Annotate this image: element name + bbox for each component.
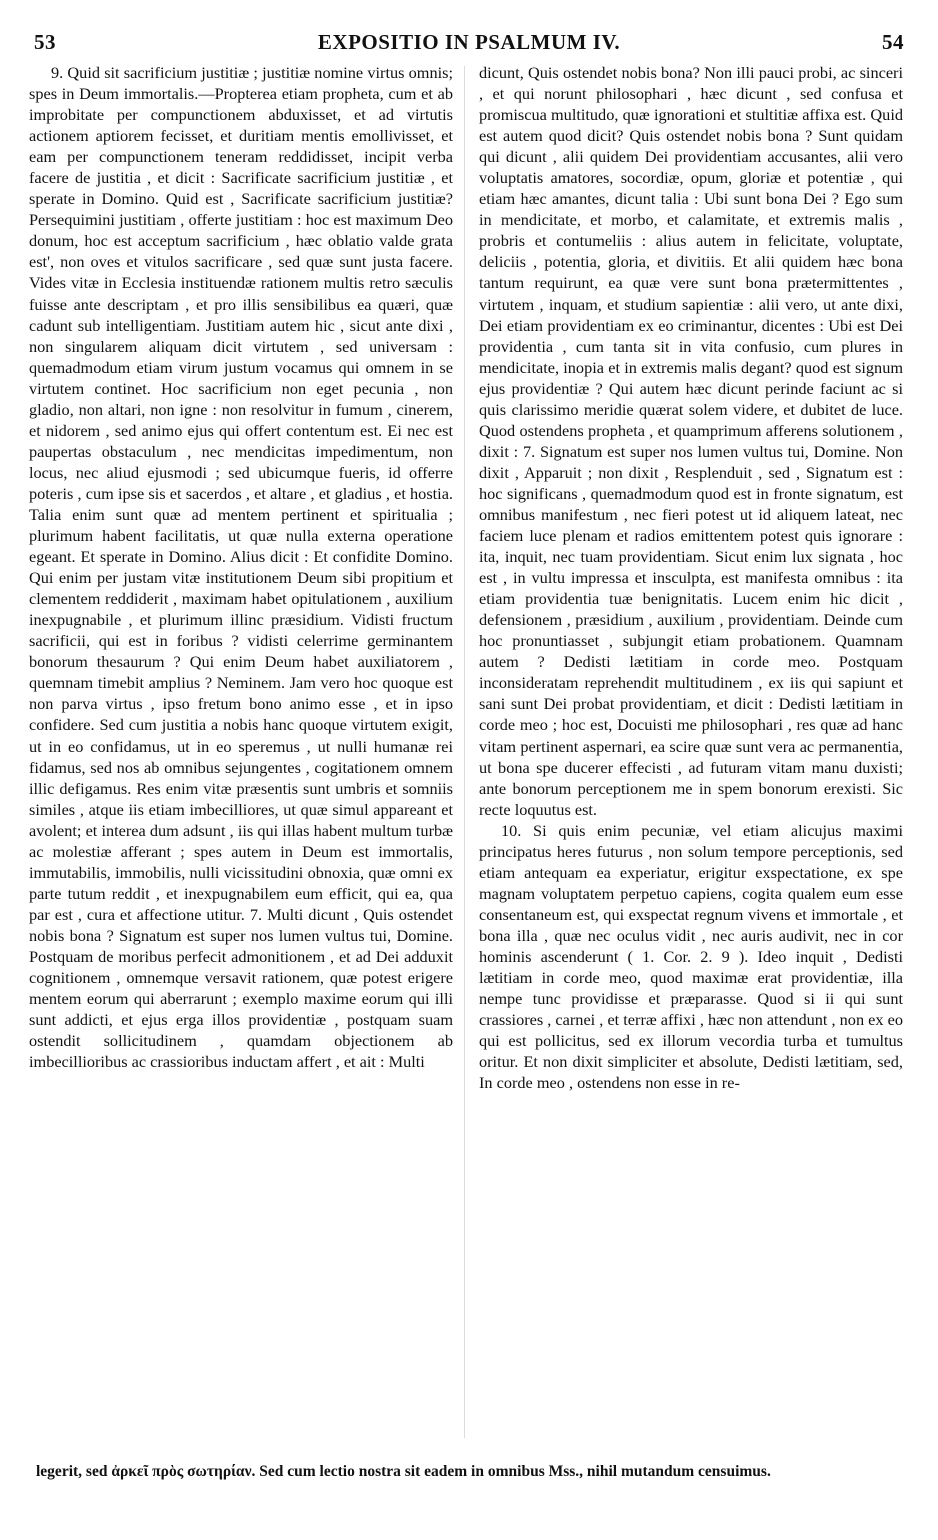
column-divider — [464, 66, 465, 1438]
page-number-right: 54 — [882, 30, 904, 54]
left-column — [29, 62, 453, 1442]
running-title: EXPOSITIO IN PSALMUM IV. — [317, 30, 621, 54]
right-paragraph: dicunt, Quis ostendet nobis bona? Non illi pauci probi, ac sinceri , et qui norunt philosophari , hæc dicunt , sed confusa et promiscua multitudo, quæ ignorationi et stultitiæ affixa est. Quid est autem quod dicit? Quis ostendet nobis bona ? Sunt quidam qui dicunt , alii quidem Dei providentiam accusantes, alii vero voluptatis amatores, socordiæ, opum, gloriæ et potentiæ , qui etiam hæc amantes, dicunt talia : Ubi sunt bona Dei ? Ego sum in mendicitate, et morbo, et calamitate, et extremis malis , probris et contumeliis : alius autem in felicitate, voluptate, deliciis , potentia, gloria, et divitiis. Et alii quidem hæc bona tantum requirunt, ea quæ vere sunt bona prætermittentes , virtutem , inquam, et studium sapientiæ : alii vero, ut ante dixi, Dei etiam providentiam ex eo criminantur, dicentes : Ubi est Dei providentia , cum tanta sit in vita confusio, cum plures in mendicitate, inopia et in extremis malis degant? quod est signum ejus providentiæ ? Qui autem hæc dicunt perinde faciunt ac si quis clarissimo meridie quærat solem videre, et dubitet de luce. Quod ostendens propheta , et quamprimum afferens solutionem , dixit : 7. Signatum est super nos lumen vultus tui, Domine. Non dixit , Apparuit ; non dixit , Resplenduit , sed , Signatum est : hoc significans , quemadmodum quod est in fronte signatum, est omnibus manifestum , nec fieri potest ut id aliquem lateat, nec faciem luce plenam et radios emittentem potest quis ignorare : ita, inquit, nec tuam providentiam. Sicut enim lux signata , hoc est , in vultu impressa et insculpta, est manifesta omnibus : ita etiam providentia tuæ benignitatis. Lucem enim hic dicit , defensionem , præsidium , auxilium , providentiam. Deinde cum hoc pronuntiasset , subjungit etiam probationem. Quamnam autem ? Dedisti lætitiam in corde meo. Postquam inconsideratam reprehendit multitudinem , ex iis qui sapiunt et sani sunt Dei probat providentiam, et dicit : Dedisti lætitiam in corde meo ; hoc est, Docuisti me philosophari , res quæ ad hanc vitam pertinent aspernari, ea scire quæ sunt vera ac permanentia, ut bona spe ducerer effecisti , ad futuram vitam manu duxisti; ante bonorum perceptionem me in spem bonorum erexisti. Sic recte loquutus est. — [479, 63, 903, 819]
right-paragraph-2: 10. Si quis enim pecuniæ, vel etiam alicujus maximi principatus heres futurus , non solum tempore perceptionis, sed etiam antequam ea experiatur, erigitur exspectatione, ex spe magnam voluptatem perpetuo capiens, cogita qualem eum esse consentaneum est, qui exspectat regnum vivens et immortale , et bona illa , quæ nec oculus vidit , nec auris audivit, nec in cor hominis ascenderunt ( 1. Cor. 2. 9 ). Ideo inquit , Dedisti lætitiam in corde meo, quod maximæ erat providentiæ, illa nempe tunc providisse et præparasse. Quod si ii qui sunt crassiores , carnei , et terræ affixi , hæc non attendunt , non ex eo qui est pollicitus, sed ex illorum vecordia turba et tumultus oritur. Et non dixit simpliciter et absolute, Dedisti lætitiam, sed, In corde meo , ostendens non esse in re- — [479, 820, 903, 1093]
right-column — [479, 62, 903, 1442]
footnote: legerit, sed ἀρκεῖ πρὸς σωτηρίαν. Sed cum lectio nostra sit eadem in omnibus Mss., nihil mutandum censuimus. — [36, 1463, 771, 1480]
running-header — [34, 26, 904, 60]
page-number-left: 53 — [34, 30, 56, 54]
left-paragraph: 9. Quid sit sacrificium justitiæ ; justitiæ nomine virtus omnis; spes in Deum immortalis.—Propterea etiam propheta, cum et ab improbitate per compunctionem abduxisset, et ad virtutis actionem aptiorem fecisset, et duritiam mentis emollivisset, et eam per compunctionem teneram reddidisset, incipit verba facere de justitia , et dicit : Sacrificate sacrificium justitiæ , et sperate in Domino. Quid est , Sacrificate sacrificium justitiæ? Persequimini justitiam , offerte justitiam : hoc est maximum Deo donum, hoc est acceptum sacrificium , hæc oblatio valde grata est', non oves et vitulos sacrificare , sed quæ sunt justa facere. Vides vitæ in Ecclesia instituendæ rationem multis retro sæculis fuisse ante descriptam , et pro illis sensibilibus ea quæri, quæ cadunt sub intelligentiam. Justitiam autem hic , sicut ante dixi , non singularem aliquam dicit virtutem , sed universam : quemadmodum etiam virum justum vocamus qui omnem in se virtutem continet. Hoc sacrificium non eget pecunia , non gladio, non altari, non igne : non resolvitur in fumum , cinerem, et nidorem , sed animo ejus qui offert contentum est. Ei nec est paupertas obstaculum , nec mendicitas impedimentum, non locus, nec aliud ejusmodi ; sed ubicumque fueris, id offerre poteris , cum ipse sis et sacerdos , et altare , et gladius , et hostia. Talia enim sunt quæ ad mentem pertinent et spiritualia ; plurimum habent facilitatis, ut quæ nulla externa operatione egeant. Et sperate in Domino. Alius dicit : Et confidite Domino. Qui enim per justam vitæ institutionem Deum sibi propitium et clementem reddiderit , maximam habet opitulationem , auxilium inexpugnabile , et plurimum illinc præsidium. Vidisti fructum sacrificii, qui est in foribus ? vidisti celerrime germinantem bonorum thesaurum ? Qui enim Deum habet auxiliatorem , quemnam timebit amplius ? Neminem. Jam vero hoc quoque est non parva virtus , ipso fretum bono animo esse , et in ipso confidere. Sed cum justitia a nobis hanc quoque virtutem exigit, ut in eo confidamus, ut in eo speremus , ut nulli humanæ rei fidamus, sed nos ab omnibus sejungentes , cogitationem omnem illic defigamus. Res enim vitæ præsentis sunt umbris et somniis similes , atque iis etiam imbecilliores, ut quæ simul appareant et avolent; et interea dum adsunt , iis qui illas habent multum turbæ ac molestiæ afferant ; spes autem in Deum est immortalis, immutabilis, immobilis, nulli vicissitudini obnoxia, quæ omni ex parte tutum reddit , et inexpugnabilem eum efficit, qui ea, qua par est , cura et affectione utitur. 7. Multi dicunt , Quis ostendet nobis bona ? Signatum est super nos lumen vultus tui, Domine. Postquam de moribus perfecit admonitionem , et ad Dei adduxit cognitionem , omnemque versavit rationem, quæ potest erigere mentem eorum qui aberrarunt ; exemplo maxime eorum qui illi sunt addicti, et ejus erga illos providentiæ , postquam suam ostendit sollicitudinem , quamdam objectionem ab imbecillioribus ac crassioribus inductam affert , et ait : Multi — [29, 63, 453, 1072]
